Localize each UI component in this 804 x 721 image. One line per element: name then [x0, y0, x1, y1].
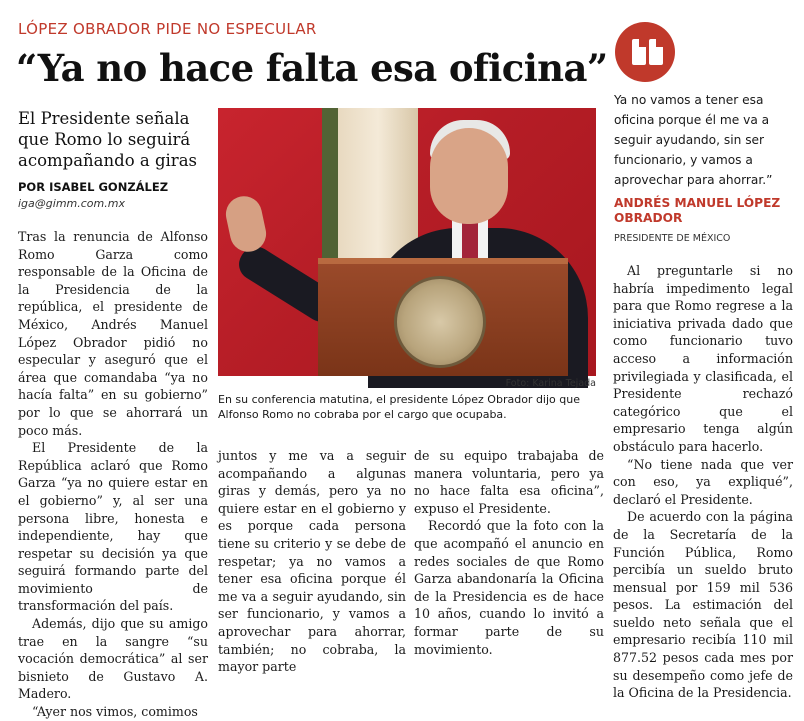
photo-caption: En su conferencia matutina, el presidente López Obrador dijo que Alfonso Romo no cobraba por el cargo que ocupaba.: [218, 393, 580, 421]
pull-quote: Ya no vamos a tener esa oficina porque él me va a seguir ayudando, sin ser funcionario, y vamos a aprovechar para ahorrar.”: [614, 93, 773, 187]
paragraph: Recordó que la foto con la que acompañó el anuncio en redes sociales de que Romo Garza abandonaría la Oficina de la Presidencia es de hace 10 años, cuando lo invitó a formar parte de su movimiento.: [414, 518, 604, 657]
article-column-3: [414, 447, 604, 658]
paragraph: “No tiene nada que ver con eso, ya expliqué”, declaró el Presidente.: [613, 456, 793, 507]
paragraph: de su equipo trabajaba de manera voluntaria, pero ya no hace falta esa oficina”, expuso el Presidente.: [414, 448, 604, 516]
paragraph: “Ayer nos vimos, comimos: [32, 704, 198, 720]
seal-icon: [394, 276, 486, 368]
pull-quote-role: PRESIDENTE DE MÉXICO: [614, 233, 731, 244]
subhead: El Presidente señala que Romo lo seguirá acompañando a giras: [18, 109, 198, 170]
author-email[interactable]: iga@gimm.com.mx: [18, 197, 125, 210]
headline: “Ya no hace falta esa oficina”: [16, 46, 608, 90]
kicker: LÓPEZ OBRADOR PIDE NO ESPECULAR: [18, 20, 317, 38]
article-column-4: [613, 262, 793, 702]
paragraph: Tras la renuncia de Alfonso Romo Garza como responsable de la Oficina de la Presidencia de la república, el presidente de México, Andrés Manuel López Obrador pidió no especular y aseguró que el área que comandaba “ya no hacía falta” en su gobierno” por lo que se ahorrará un poco más.: [18, 229, 208, 438]
article-column-2: [218, 447, 406, 676]
pull-quote-author: ANDRÉS MANUEL LÓPEZ OBRADOR: [614, 196, 781, 225]
paragraph: De acuerdo con la página de la Secretaría de la Función Pública, Romo percibía un sueldo bruto mensual por 159 mil 536 pesos. La estimación del sueldo neto señala que el empresario recibía 110 mil 877.52 pesos cada mes por su desempeño como jefe de la Oficina de la Presidencia.: [613, 509, 793, 701]
photo-credit: Foto: Karina Tejada: [505, 378, 596, 389]
paragraph: juntos y me va a seguir acompañando a algunas giras y demás, pero ya no quiere estar en el gobierno y es porque cada persona tiene su criterio y se debe de respetar; ya no vamos a tener esa oficina porque él me va a seguir ayudando, sin ser funcionario, y vamos a aprovechar para ahorrar, también; no cobraba, la mayor parte: [218, 448, 406, 675]
paragraph: Al preguntarle si no habría impedimento legal para que Romo regrese a la iniciativa privada dado que como funcionario tuvo acceso a información privilegiada y clasificada, el Presidente rechazó categórico que el empresario tenga algún obstáculo para hacerlo.: [613, 263, 793, 454]
figure-hand: [223, 193, 270, 255]
article-photo: [218, 108, 596, 376]
quote-icon: [615, 22, 675, 82]
paragraph: Además, dijo que su amigo trae en la sangre “su vocación democrática” al ser bisnieto de Gustavo A. Madero.: [18, 616, 208, 702]
figure-head: [430, 128, 508, 224]
article-column-1: [18, 228, 208, 721]
paragraph: El Presidente de la República aclaró que Romo Garza “ya no quiere estar en el gobierno” y, al ser una persona libre, honesta e independiente, hay que respetar su decisión ya que seguirá formando parte del movimiento de transformación del país.: [18, 440, 208, 614]
byline: POR ISABEL GONZÁLEZ: [18, 180, 169, 194]
